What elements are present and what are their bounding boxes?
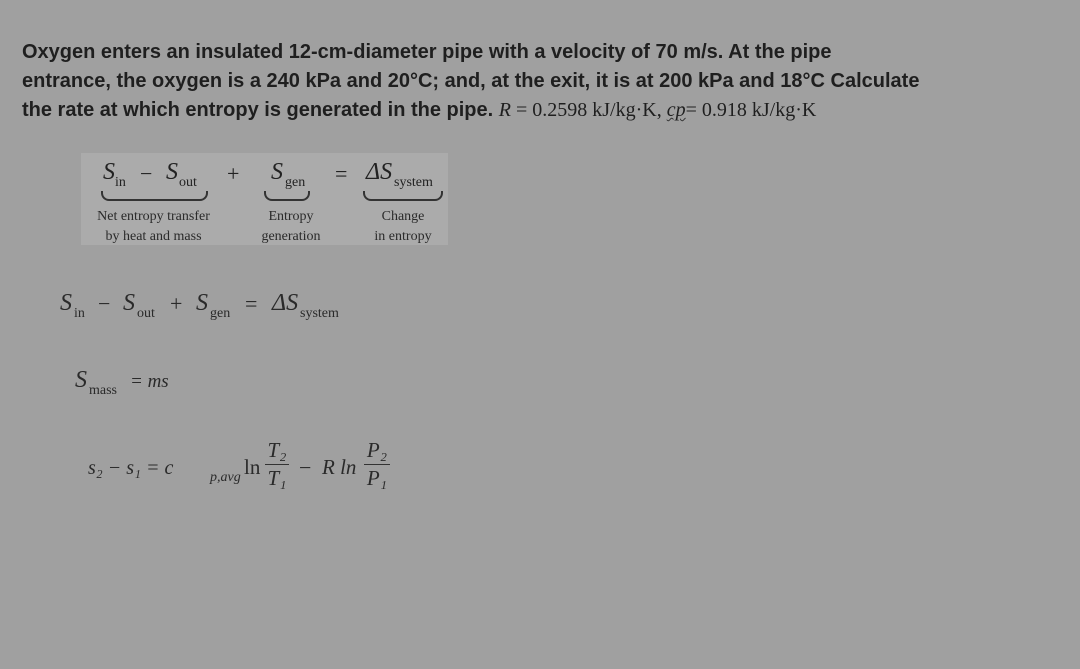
problem-line-3-text: the rate at which entropy is generated in the pipe. — [22, 99, 494, 121]
eq4-pressure-ratio — [364, 438, 390, 491]
eq4-rln: R ln — [322, 455, 357, 479]
s-out-symbol: S — [166, 159, 178, 185]
s-out-subscript: out — [179, 175, 197, 190]
eq3-s: S — [75, 367, 87, 393]
eq2-sub-system: system — [300, 306, 339, 321]
r-value: = 0.2598 kJ/kg·K, — [515, 99, 662, 121]
eq4-sub-cp: p,avg — [210, 470, 241, 485]
r-symbol: R — [498, 99, 511, 121]
eq4-t1: T₁ — [267, 466, 287, 490]
cp-value: = 0.918 kJ/kg·K — [685, 99, 817, 121]
eq2-equals: = — [245, 291, 258, 316]
label-change-line2: in entropy — [374, 229, 432, 244]
eq2-s-out: S — [123, 290, 135, 316]
s-gen-symbol: S — [271, 159, 283, 185]
eq4-fraction-bar-1 — [265, 464, 289, 465]
label-entropy-generation — [246, 207, 336, 247]
label-generation-line1: Entropy — [268, 209, 314, 224]
eq4-t2: T₂ — [267, 438, 287, 462]
eq4-minus: − — [299, 455, 312, 480]
eq4-lhs: s₂ − s₁ = c — [88, 457, 174, 479]
eq2-sub-in: in — [74, 306, 85, 321]
eq3-sub-mass: mass — [89, 383, 117, 398]
equals-sign: = — [335, 161, 348, 186]
eq2-plus: + — [170, 291, 183, 316]
problem-line-2: entrance, the oxygen is a 240 kPa and 20°C; and, at the exit, it is at 200 kPa and 18°C Calculate — [22, 70, 920, 92]
s-in-symbol: S — [103, 159, 115, 185]
eq2-s-gen: S — [196, 290, 208, 316]
s-in-subscript: in — [115, 175, 126, 190]
problem-statement — [22, 38, 1062, 125]
underbrace-transfer — [101, 191, 208, 201]
minus-sign: − — [140, 161, 153, 186]
eq2-delta-s: ΔS — [272, 290, 299, 316]
entropy-balance-box — [81, 153, 448, 245]
eq2-minus: − — [98, 291, 111, 316]
given-constants — [499, 99, 817, 121]
underbrace-change — [363, 191, 443, 201]
eq4-fraction-bar-2 — [364, 464, 390, 465]
eq4-temperature-ratio — [265, 438, 289, 491]
label-net-transfer — [81, 207, 226, 247]
problem-line-3 — [22, 96, 1062, 125]
s-gen-subscript: gen — [285, 175, 306, 190]
eq4-p1: P₁ — [366, 466, 388, 490]
eq3-rhs: = ms — [130, 371, 169, 392]
plus-sign: + — [227, 161, 240, 186]
eq2-s-in: S — [60, 290, 72, 316]
cp-symbol: cp — [666, 99, 686, 121]
eq4-ln1: ln — [244, 455, 261, 479]
label-change-line1: Change — [381, 209, 425, 224]
underbrace-generation — [264, 191, 310, 201]
eq2-sub-out: out — [137, 306, 155, 321]
eq4-p2: P₂ — [366, 438, 388, 462]
eq2-sub-gen: gen — [210, 306, 231, 321]
problem-line-1: Oxygen enters an insulated 12-cm-diameter pipe with a velocity of 70 m/s. At the pipe — [22, 41, 832, 63]
label-change-in-entropy — [359, 207, 447, 247]
delta-s-symbol: ΔS — [366, 159, 393, 185]
delta-s-subscript: system — [394, 175, 433, 190]
label-generation-line2: generation — [261, 229, 321, 244]
label-net-transfer-line1: Net entropy transfer — [97, 209, 210, 224]
label-net-transfer-line2: by heat and mass — [105, 229, 202, 244]
